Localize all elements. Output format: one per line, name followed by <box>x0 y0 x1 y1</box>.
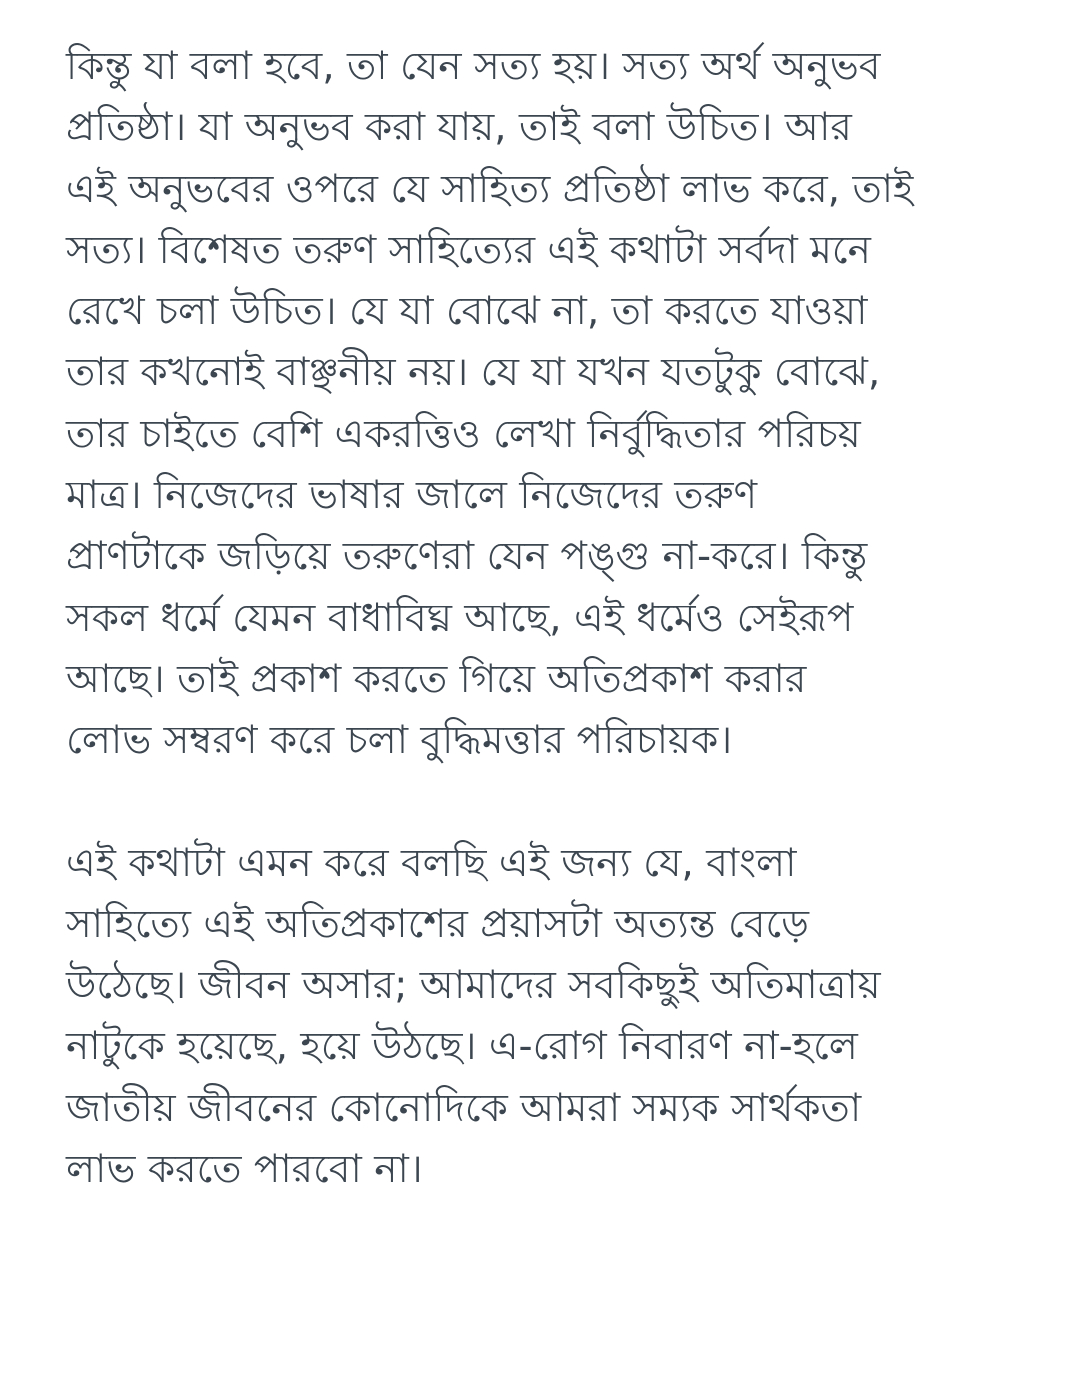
paragraph-spacer <box>66 772 1026 833</box>
text-line: এই অনুভবের ওপরে যে সাহিত্য প্রতিষ্ঠা লাভ করে, তাই <box>66 166 914 212</box>
text-line: লোভ সম্বরণ করে চলা বুদ্ধিমত্তার পরিচায়ক। <box>66 718 733 764</box>
text-line: রেখে চলা উচিত। যে যা বোঝে না, তা করতে যাওয়া <box>66 289 868 335</box>
text-line: তার কখনোই বাঞ্ছনীয় নয়। যে যা যখন যতটুকু বোঝে, <box>66 350 881 396</box>
text-line: কিন্তু যা বলা হবে, তা যেন সত্য হয়। সত্য অর্থ অনুভব <box>66 44 881 89</box>
document-body <box>66 36 1026 1200</box>
text-line: এই কথাটা এমন করে বলছি এই জন্য যে, বাংলা <box>66 840 797 886</box>
text-line: সকল ধর্মে যেমন বাধাবিঘ্ন আছে, এই ধর্মেও সেইরূপ <box>66 595 854 641</box>
text-line: জাতীয় জীবনের কোনোদিকে আমরা সম্যক সার্থকতা <box>66 1085 862 1131</box>
text-line: প্রাণটাকে জড়িয়ে তরুণেরা যেন পঙ্গু না-করে। কিন্তু <box>66 534 868 580</box>
text-line: আছে। তাই প্রকাশ করতে গিয়ে অতিপ্রকাশ করার <box>66 656 807 702</box>
text-line: নাটুকে হয়েছে, হয়ে উঠছে। এ-রোগ নিবারণ না-হলে <box>66 1024 858 1070</box>
text-line: লাভ করতে পারবো না। <box>66 1147 423 1193</box>
text-line: সাহিত্যে এই অতিপ্রকাশের প্রয়াসটা অত্যন্ত বেড়ে <box>66 901 809 947</box>
text-line: মাত্র। নিজেদের ভাষার জালে নিজেদের তরুণ <box>66 473 758 519</box>
paragraph-2 <box>66 833 1026 1201</box>
text-line: তার চাইতে বেশি একরত্তিও লেখা নির্বুদ্ধিতার পরিচয় <box>66 411 861 457</box>
text-line: উঠেছে। জীবন অসার; আমাদের সবকিছুই অতিমাত্রায় <box>66 963 881 1009</box>
text-line: প্রতিষ্ঠা। যা অনুভব করা যায়, তাই বলা উচিত। আর <box>66 105 852 151</box>
paragraph-1 <box>66 36 1026 772</box>
text-line: সত্য। বিশেষত তরুণ সাহিত্যের এই কথাটা সর্বদা মনে <box>66 227 871 273</box>
